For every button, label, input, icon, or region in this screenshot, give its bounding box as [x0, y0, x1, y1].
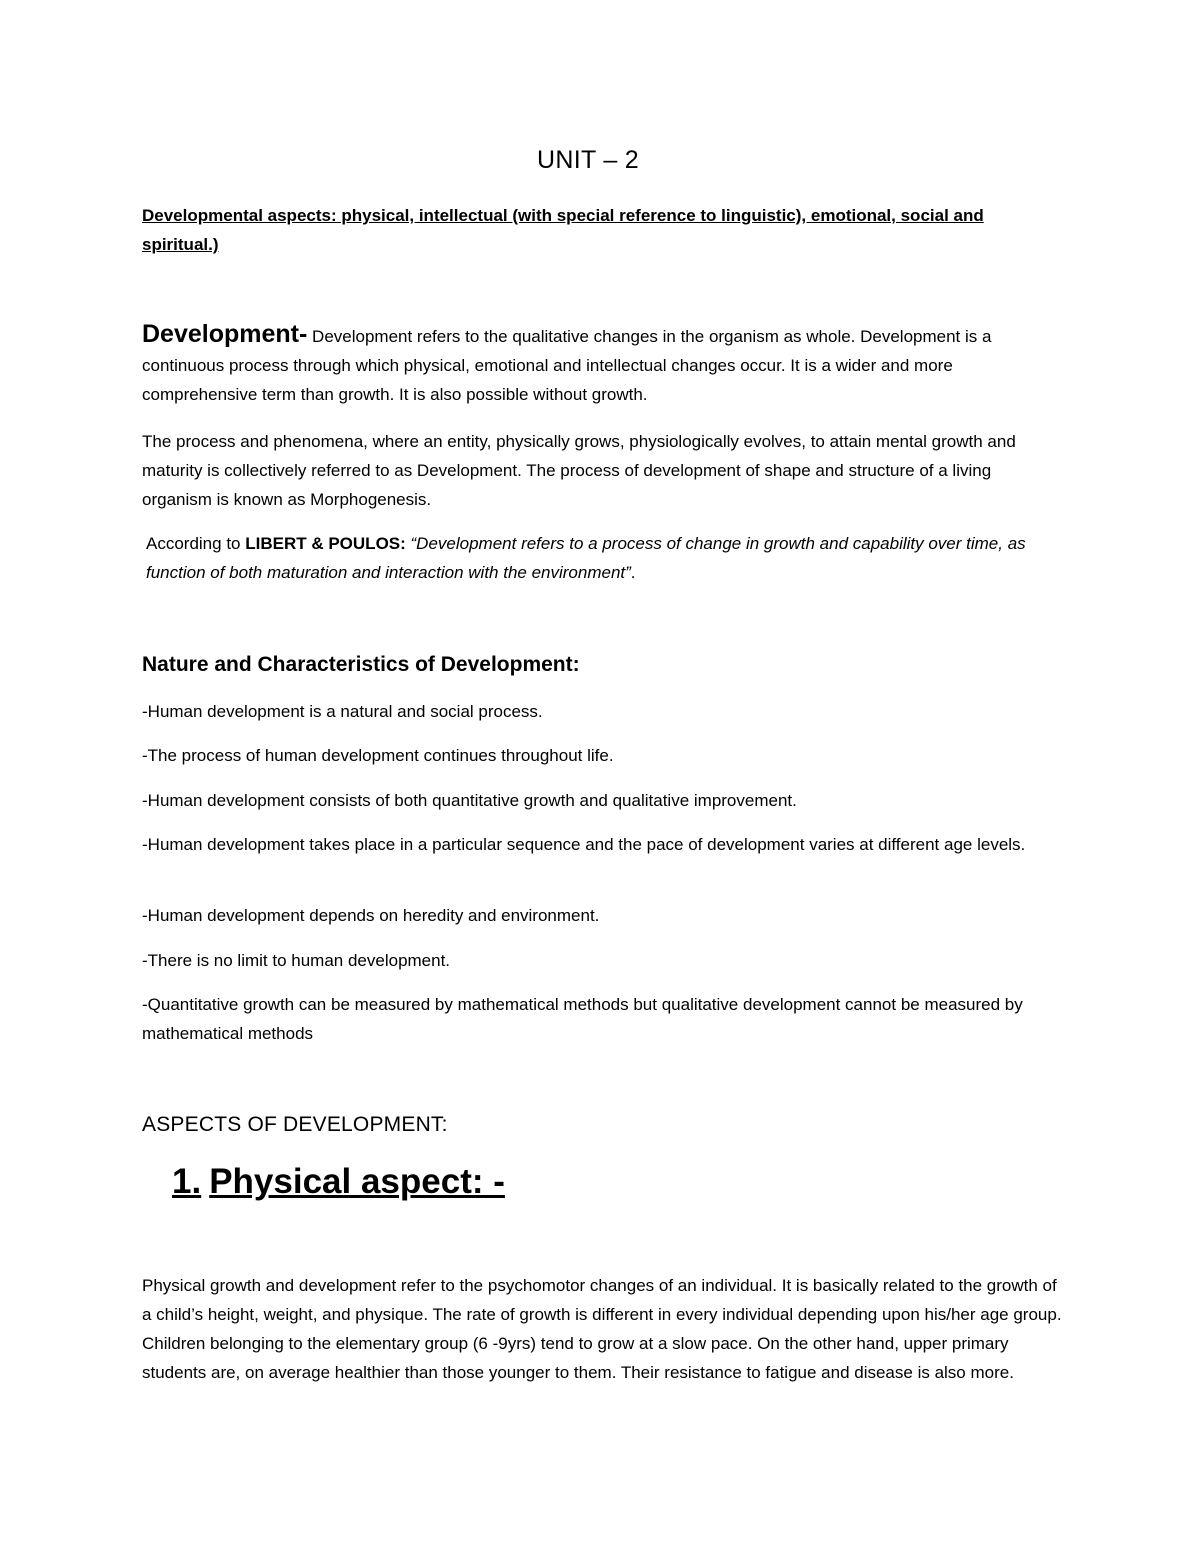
- characteristic-item: -Human development is a natural and social process.: [142, 702, 543, 721]
- process-paragraph: The process and phenomena, where an entity, physically grows, physiologically evolves, to attain mental growth and maturity is collectively referred to as Development. The process of development of shape and structure of a living organism is known as Morphogenesis.: [142, 432, 1016, 509]
- physical-aspect-number: 1.: [172, 1162, 202, 1201]
- quote-intro: According to: [146, 534, 246, 553]
- physical-aspect-heading: [172, 1162, 505, 1202]
- unit-title: UNIT – 2: [537, 146, 639, 174]
- characteristic-item: -There is no limit to human development.: [142, 951, 451, 970]
- quote-text: “Development refers to a process of change in growth and capability over time, as function of both maturation and interaction with the environment”: [146, 534, 1026, 582]
- characteristic-item: -Quantitative growth can be measured by mathematical methods but qualitative development cannot be measured by mathematical methods: [142, 995, 1023, 1043]
- characteristic-item: -Human development depends on heredity and environment.: [142, 906, 600, 925]
- quote-author: LIBERT & POULOS:: [245, 534, 406, 553]
- development-heading: Development-: [142, 320, 308, 348]
- physical-aspect-title: Physical aspect: -: [209, 1162, 505, 1201]
- characteristic-item: -Human development takes place in a particular sequence and the pace of development varies at different age levels.: [142, 835, 1026, 854]
- unit-subtitle: Developmental aspects: physical, intellectual (with special reference to linguistic), emotional, social and spiritual.): [142, 206, 984, 254]
- nature-heading: Nature and Characteristics of Development:: [142, 653, 580, 676]
- development-definition-paragraph: [142, 320, 1062, 409]
- development-definition-text: Development refers to the qualitative changes in the organism as whole. Development is a continuous process through which physical, emotional and intellectual changes occur. It is a wider and more comprehensive term than growth. It is also possible without growth.: [142, 327, 992, 404]
- quote-end: .: [630, 563, 636, 582]
- characteristic-item: -The process of human development continues throughout life.: [142, 746, 614, 765]
- physical-aspect-paragraph: Physical growth and development refer to the psychomotor changes of an individual. It is basically related to the growth of a child’s height, weight, and physique. The rate of growth is different in every individual depending upon his/her age group. Children belonging to the elementary group (6 -9yrs) tend to grow at a slow pace. On the other hand, upper primary students are, on average healthier than those younger to them. Their resistance to fatigue and disease is also more.: [142, 1276, 1062, 1382]
- aspects-heading: ASPECTS OF DEVELOPMENT:: [142, 1113, 448, 1136]
- quote-paragraph: [142, 529, 1066, 587]
- characteristic-item: -Human development consists of both quantitative growth and qualitative improvement.: [142, 791, 797, 810]
